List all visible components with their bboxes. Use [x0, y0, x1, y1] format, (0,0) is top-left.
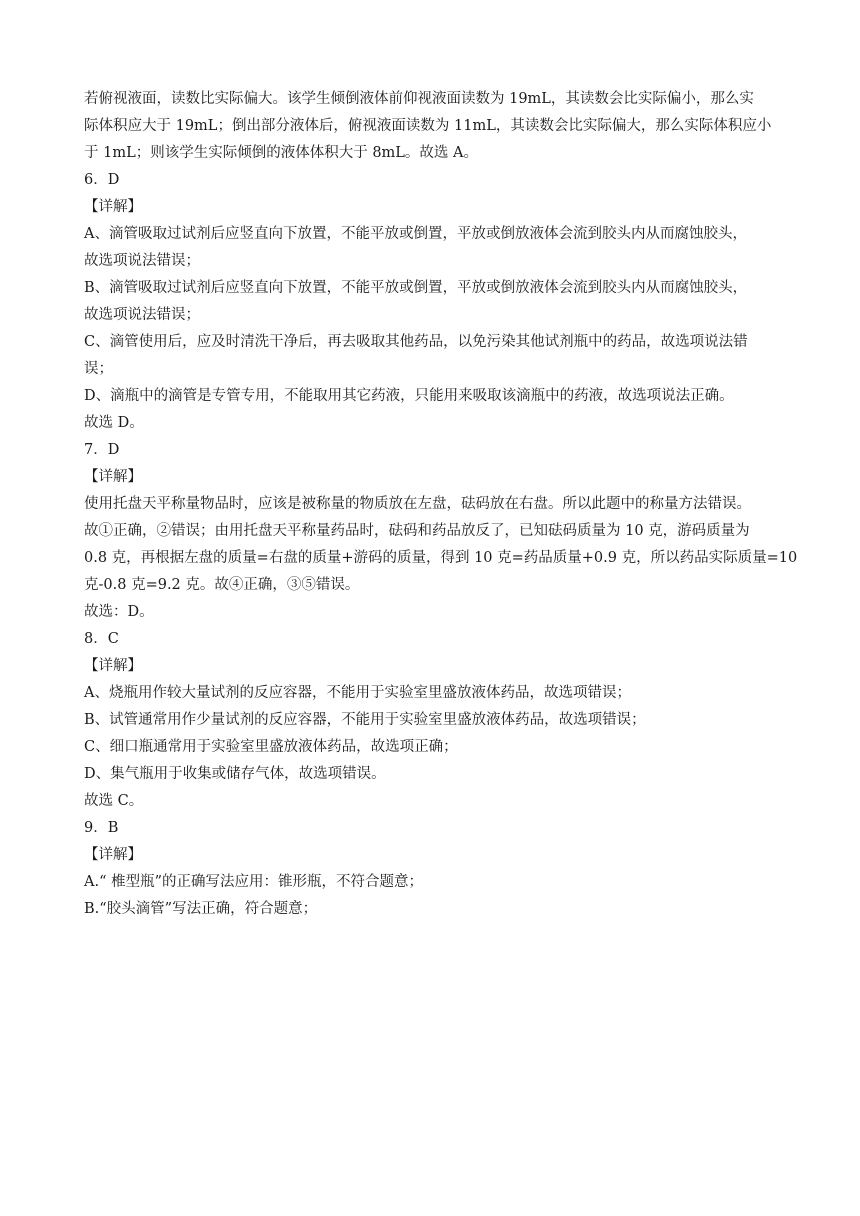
- answer-heading: 9．B: [84, 820, 119, 836]
- text-line: 误；: [84, 361, 113, 377]
- text-line: A、滴管吸取过试剂后应竖直向下放置，不能平放或倒置，平放或倒放液体会流到胶头内从而腐蚀胶头，: [84, 226, 747, 242]
- text-line: 故选 C。: [84, 793, 144, 809]
- explanation-label: 【详解】: [84, 658, 142, 674]
- text-line: D、滴瓶中的滴管是专管专用，不能取用其它药液，只能用来吸取该滴瓶中的药液，故选项说法正确。: [84, 388, 734, 404]
- explanation-label: 【详解】: [84, 847, 142, 863]
- text-line: 若俯视液面，读数比实际偏大。该学生倾倒液体前仰视液面读数为 19mL，其读数会比实际偏小，那么实: [84, 91, 754, 107]
- text-line: B、试管通常用作少量试剂的反应容器，不能用于实验室里盛放液体药品，故选项错误；: [84, 712, 646, 728]
- text-line: B.“胶头滴管”写法正确，符合题意；: [84, 901, 318, 917]
- text-line: A.“ 椎型瓶”的正确写法应用：锥形瓶，不符合题意；: [84, 874, 424, 890]
- text-line: C、滴管使用后，应及时清洗干净后，再去吸取其他药品，以免污染其他试剂瓶中的药品，故选项说法错: [84, 334, 748, 350]
- text-line: C、细口瓶通常用于实验室里盛放液体药品，故选项正确；: [84, 739, 458, 755]
- text-line: 于 1mL；则该学生实际倾倒的液体体积大于 8mL。故选 A。: [84, 145, 479, 161]
- document-body: [84, 86, 798, 923]
- text-line: 0.8 克，再根据左盘的质量=右盘的质量+游码的质量，得到 10 克=药品质量+0.9 克，所以药品实际质量=10: [84, 550, 798, 566]
- text-line: A、烧瓶用作较大量试剂的反应容器，不能用于实验室里盛放液体药品，故选项错误；: [84, 685, 631, 701]
- text-line: 故①正确，②错误；由用托盘天平称量药品时，砝码和药品放反了，已知砝码质量为 10 克，游码质量为: [84, 523, 750, 539]
- answer-heading: 7．D: [84, 442, 120, 458]
- text-line: 使用托盘天平称量物品时，应该是被称量的物质放在左盘，砝码放在右盘。所以此题中的称量方法错误。: [84, 496, 751, 512]
- text-line: 故选项说法错误；: [84, 307, 200, 323]
- answer-heading: 6．D: [84, 172, 120, 188]
- text-line: 故选：D。: [84, 604, 154, 620]
- explanation-label: 【详解】: [84, 469, 142, 485]
- text-line: 故选项说法错误；: [84, 253, 200, 269]
- explanation-label: 【详解】: [84, 199, 142, 215]
- text-line: 故选 D。: [84, 415, 144, 431]
- answer-heading: 8．C: [84, 631, 119, 647]
- text-line: 克-0.8 克=9.2 克。故④正确，③⑤错误。: [84, 577, 360, 593]
- text-line: 际体积应大于 19mL；倒出部分液体后，俯视液面读数为 11mL，其读数会比实际偏大，那么实际体积应小: [84, 118, 772, 134]
- text-line: B、滴管吸取过试剂后应竖直向下放置，不能平放或倒置，平放或倒放液体会流到胶头内从而腐蚀胶头，: [84, 280, 748, 296]
- text-line: D、集气瓶用于收集或储存气体，故选项错误。: [84, 766, 386, 782]
